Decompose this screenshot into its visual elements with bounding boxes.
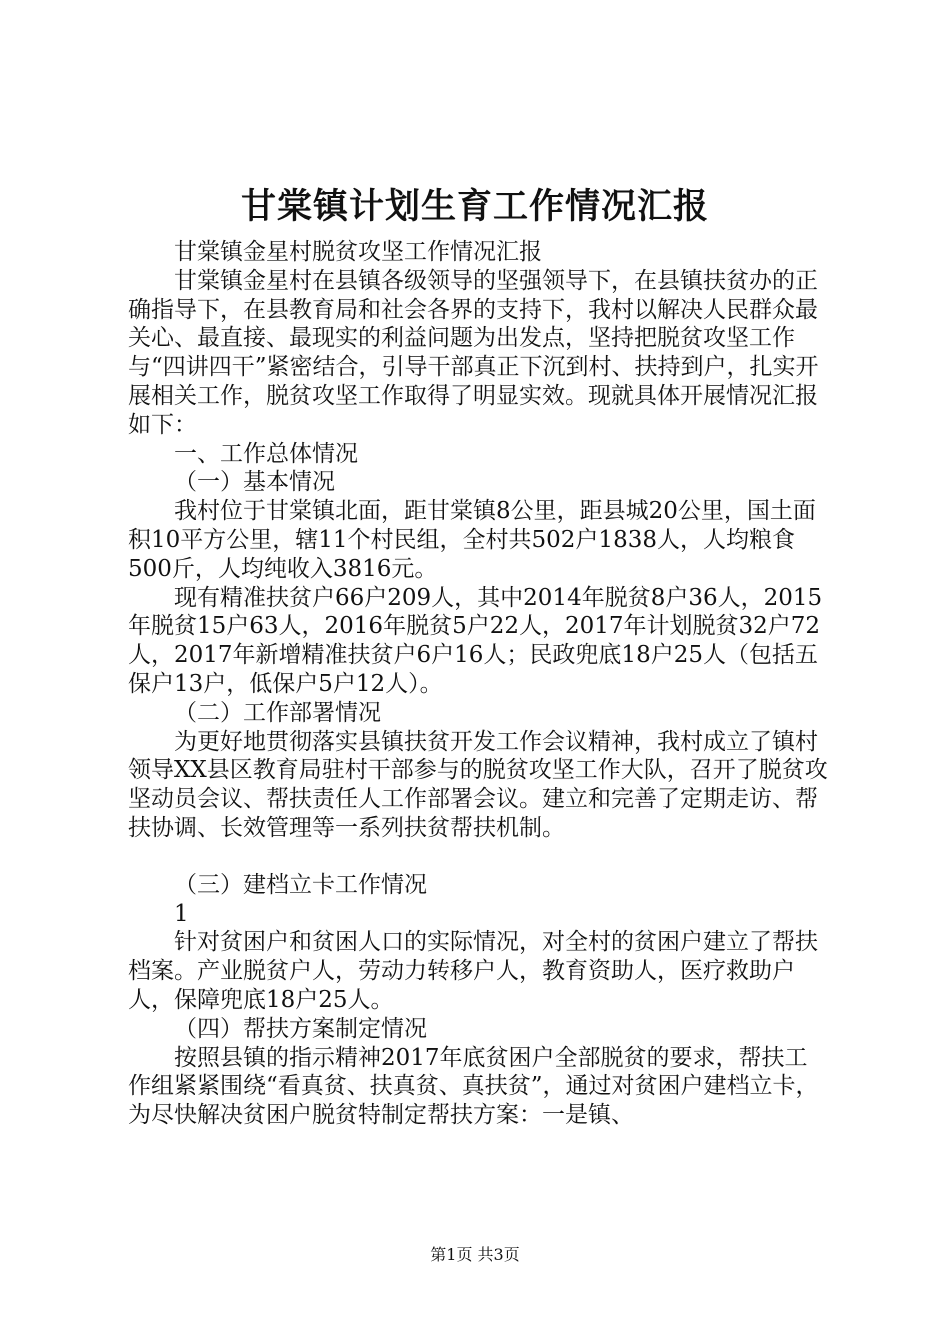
- document-body: [128, 238, 828, 1130]
- basic-info-paragraph: 我村位于甘棠镇北面，距甘棠镇8公里，距县城20公里，国土面积10平方公里，辖11个村民组，全村共502户1838人，人均粮食500斤，人均纯收入3816元。: [128, 498, 816, 582]
- plan-paragraph: 按照县镇的指示精神2017年底贫困户全部脱贫的要求，帮扶工作组紧紧围绕“看真贫、扶真贫、真扶贫”，通过对贫困户建档立卡，为尽快解决贫困户脱贫特制定帮扶方案：一是镇、: [128, 1044, 819, 1129]
- list-number: 1: [174, 900, 189, 927]
- archive-paragraph: 针对贫困户和贫困人口的实际情况，对全村的贫困户建立了帮扶档案。产业脱贫户人，劳动力转移户人，教育资助人，医疗救助户人，保障兜底18户25人。: [128, 929, 818, 1013]
- subsection-heading: （四）帮扶方案制定情况: [174, 1015, 427, 1042]
- subsection-heading: （二）工作部署情况: [174, 699, 381, 726]
- deployment-paragraph: 为更好地贯彻落实县镇扶贫开发工作会议精神，我村成立了镇村领导XX县区教育局驻村干部参与的脱贫攻坚工作大队，召开了脱贫攻坚动员会议、帮扶责任人工作部署会议。建立和完善了定期走访、帮扶协调、长效管理等一系列扶贫帮扶机制。: [128, 728, 828, 841]
- document-title: 甘棠镇计划生育工作情况汇报: [240, 186, 709, 227]
- section-heading: 一、工作总体情况: [174, 440, 358, 467]
- page-number-footer: 第1页 共3页: [430, 1245, 520, 1264]
- poverty-stats-paragraph: 现有精准扶贫户66户209人，其中2014年脱贫8户36人，2015年脱贫15户63人，2016年脱贫5户22人，2017年计划脱贫32户72人，2017年新增精准扶贫户6户16人；民政兜底18户25人（包括五保户13户，低保户5户12人）。: [128, 584, 823, 697]
- intro-paragraph: 甘棠镇金星村在县镇各级领导的坚强领导下，在县镇扶贫办的正确指导下，在县教育局和社会各界的支持下，我村以解决人民群众最关心、最直接、最现实的利益问题为出发点，坚持把脱贫攻坚工作与“四讲四干”紧密结合，引导干部真正下沉到村、扶持到户，扎实开展相关工作，脱贫攻坚工作取得了明显实效。现就具体开展情况汇报如下：: [128, 267, 819, 438]
- subsection-heading: （一）基本情况: [174, 469, 335, 496]
- subtitle-paragraph: 甘棠镇金星村脱贫攻坚工作情况汇报: [174, 239, 542, 265]
- subsection-heading: （三）建档立卡工作情况: [174, 871, 427, 898]
